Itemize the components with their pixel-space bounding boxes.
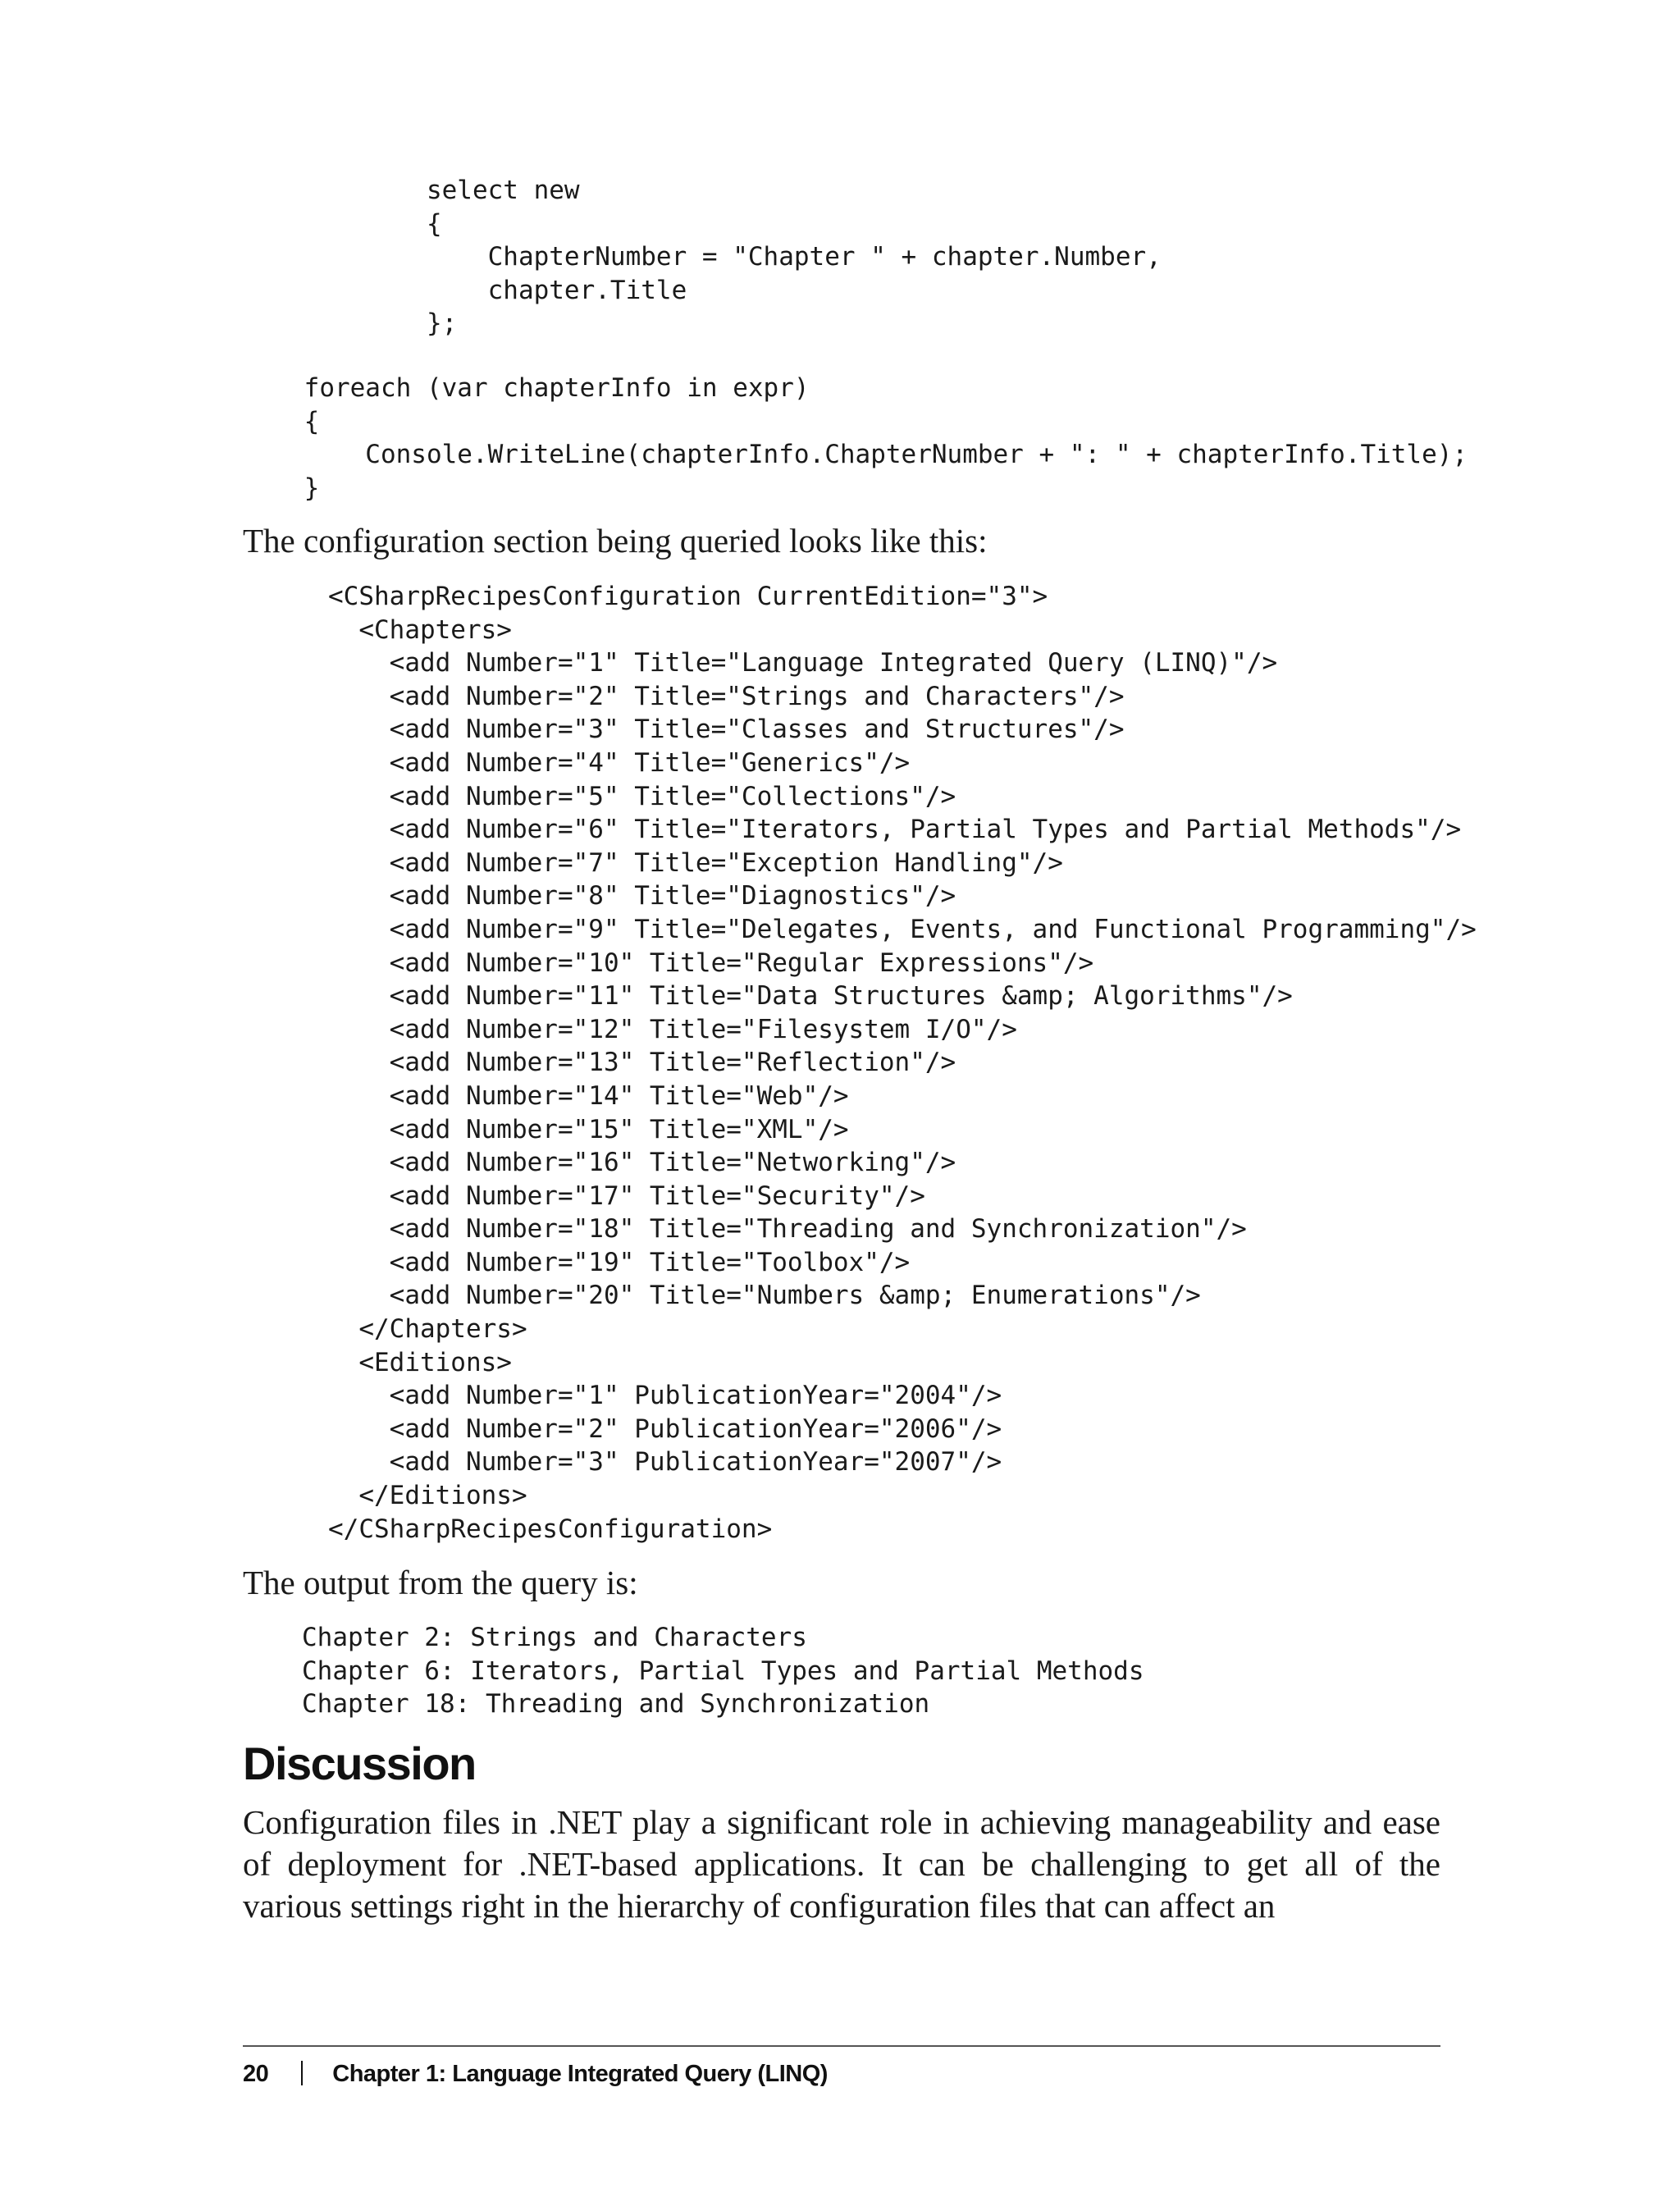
code-line: <add Number="19" Title="Toolbox"/> xyxy=(328,1247,911,1277)
code-line: <Editions> xyxy=(328,1347,512,1377)
code-line: chapter.Title xyxy=(243,275,687,305)
code-line: }; xyxy=(243,308,458,339)
code-line: <add Number="17" Title="Security"/> xyxy=(328,1181,925,1211)
code-line: </Chapters> xyxy=(328,1314,527,1345)
code-line: <add Number="3" Title="Classes and Structures"/> xyxy=(328,715,1125,745)
code-line: foreach (var chapterInfo in expr) xyxy=(243,372,810,403)
code-line: <add Number="7" Title="Exception Handling"/> xyxy=(328,847,1063,878)
code-line: <add Number="6" Title="Iterators, Partial Types and Partial Methods"/> xyxy=(328,815,1462,845)
code-line: select new xyxy=(243,176,580,205)
code-line: <CSharpRecipesConfiguration CurrentEdition="3"> xyxy=(328,582,1048,611)
code-line: <add Number="2" PublicationYear="2006"/> xyxy=(328,1414,1002,1444)
code-line: <add Number="20" Title="Numbers &amp; Enumerations"/> xyxy=(328,1281,1201,1311)
code-line: <add Number="1" Title="Language Integrated Query (LINQ)"/> xyxy=(328,648,1278,678)
code-line: Chapter 6: Iterators, Partial Types and Partial Methods xyxy=(302,1656,1144,1686)
paragraph-config-intro: The configuration section being queried looks like this: xyxy=(243,522,988,559)
footer-rule xyxy=(243,2045,1440,2047)
code-line: } xyxy=(243,473,320,503)
page-number: 20 xyxy=(243,2061,269,2087)
code-line: <add Number="3" PublicationYear="2007"/> xyxy=(328,1447,1002,1478)
code-line: <add Number="11" Title="Data Structures &amp; Algorithms"/> xyxy=(328,981,1293,1012)
code-line: <add Number="18" Title="Threading and Synchronization"/> xyxy=(328,1214,1247,1245)
paragraph-discussion: Configuration files in .NET play a significant role in achieving manageability and ease of deployment for .NET-based applications. It can be challenging to get all of the various settings right in the hierarchy of configuration files that can affect an xyxy=(243,1803,1440,1925)
section-heading-discussion: Discussion xyxy=(243,1738,476,1789)
code-line: <add Number="4" Title="Generics"/> xyxy=(328,747,911,778)
code-line: { xyxy=(243,208,442,239)
code-line-blank xyxy=(243,340,1468,372)
code-line: <add Number="8" Title="Diagnostics"/> xyxy=(328,881,956,911)
code-line: ChapterNumber = "Chapter " + chapter.Number, xyxy=(243,242,1162,272)
code-line: <add Number="12" Title="Filesystem I/O"/> xyxy=(328,1014,1017,1044)
code-line: Chapter 2: Strings and Characters xyxy=(302,1623,807,1652)
code-listing-query-output xyxy=(302,1621,1144,1721)
footer-separator xyxy=(301,2061,303,2085)
running-chapter-title: Chapter 1: Language Integrated Query (LINQ) xyxy=(332,2061,828,2087)
code-line: <add Number="5" Title="Collections"/> xyxy=(328,781,956,811)
code-line: Console.WriteLine(chapterInfo.ChapterNumber + ": " + chapterInfo.Title); xyxy=(243,440,1468,470)
code-line: <add Number="10" Title="Regular Expressions"/> xyxy=(328,948,1094,978)
code-line: </CSharpRecipesConfiguration> xyxy=(328,1514,773,1544)
code-line: <add Number="9" Title="Delegates, Events, and Functional Programming"/> xyxy=(328,914,1477,944)
code-line: <add Number="16" Title="Networking"/> xyxy=(328,1148,956,1178)
code-listing-linq-query xyxy=(243,174,1468,505)
page-footer xyxy=(243,2058,828,2090)
code-line: <add Number="15" Title="XML"/> xyxy=(328,1114,849,1144)
code-line: <add Number="13" Title="Reflection"/> xyxy=(328,1048,956,1078)
code-listing-config-xml xyxy=(328,580,1477,1546)
code-line: </Editions> xyxy=(328,1481,527,1511)
code-line: { xyxy=(243,406,320,436)
code-line: <add Number="14" Title="Web"/> xyxy=(328,1080,849,1111)
code-line: <add Number="2" Title="Strings and Characters"/> xyxy=(328,681,1125,711)
code-line: Chapter 18: Threading and Synchronization xyxy=(302,1689,930,1720)
code-line: <Chapters> xyxy=(328,614,512,645)
paragraph-output-intro: The output from the query is: xyxy=(243,1564,638,1601)
code-line: <add Number="1" PublicationYear="2004"/> xyxy=(328,1381,1002,1411)
